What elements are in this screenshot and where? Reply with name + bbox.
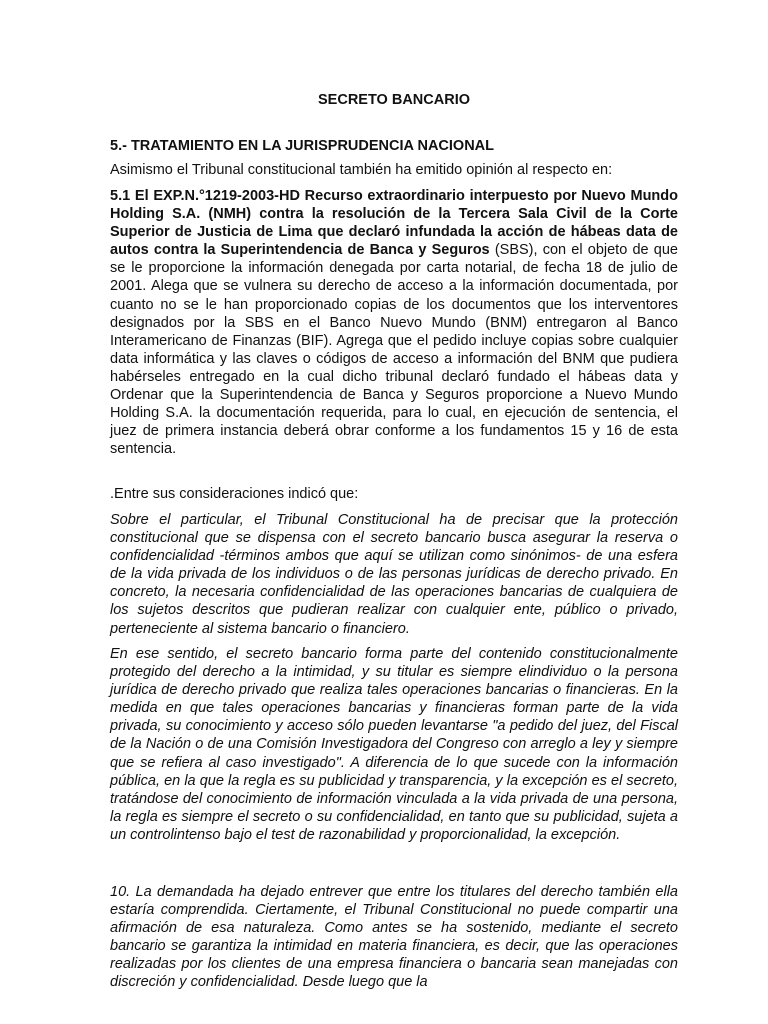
case-title: 5.1 El EXP.N.°1219-2003-HD Recurso extraordinario interpuesto por Nuevo Mundo Holding S.A. (NMH) contra la resolución de la Tercera Sala Civil de la Corte Superior de Justicia de Lima que declaró infundada la acción de hábeas data de autos contra la Superintendencia de Banca y Seguros	[110, 188, 678, 259]
quote-paragraph: 10. La demandada ha dejado entrever que entre los titulares del derecho también ella estaría comprendida. Ciertamente, el Tribunal Constitucional no puede compartir una afirmación de esa naturaleza. Como antes se ha sostenido, mediante el secreto bancario se garantiza la intimidad en materia financiera, es decir, que las operaciones realizadas por los clientes de una empresa financiera o bancaria sean manejadas con discreción y confidencialidad. Desde luego que la	[110, 884, 678, 991]
document-title: SECRETO BANCARIO	[318, 92, 470, 108]
case-paragraph	[110, 187, 678, 458]
quote-paragraph: Sobre el particular, el Tribunal Constitucional ha de precisar que la protección constitucional que se dispensa con el secreto bancario busca asegurar la reserva o confidencialidad -términos ambos que aquí se utilizan como sinónimos- de una esfera de la vida privada de los individuos o de las personas jurídicas de derecho privado. En concreto, la necesaria confidencialidad de las operaciones bancarias de cualquiera de los sujetos descritos que pudieran realizar con cualquier ente, público o privado, perteneciente al sistema bancario o financiero.	[110, 512, 678, 637]
quote-paragraph: En ese sentido, el secreto bancario forma parte del contenido constitucionalmente protegido del derecho a la intimidad, y su titular es siempre elindividuo o la persona jurídica de derecho privado que realiza tales operaciones bancarias o financieras. En la medida en que tales operaciones bancarias y financieras forman parte de la vida privada, su conocimiento y acceso sólo pueden levantarse "a pedido del juez, del Fiscal de la Nación o de una Comisión Investigadora del Congreso con arreglo a ley y siempre que se refiera al caso investigado". A diferencia de lo que sucede con la información pública, en la que la regla es su publicidad y transparencia, y la excepción es el secreto, tratándose del conocimiento de información vinculada a la vida privada de una persona, la regla es siempre el secreto o su confidencialidad, en tanto que su publicidad, sujeta a un controlintenso bajo el test de razonabilidad y proporcionalidad, la excepción.	[110, 646, 678, 843]
case-body: (SBS), con el objeto de que se le proporcione la información denegada por carta notarial, de fecha 18 de julio de 2001. Alega que se vulnera su derecho de acceso a la información documentada, por cuanto no se le han proporcionado copias de los documentos que los interventores designados por la SBS en el Banco Nuevo Mundo (BNM) entregaron al Banco Interamericano de Finanzas (BIF). Agrega que el pedido incluye copias sobre cualquier data informática y las claves o códigos de acceso a información del BNM que pudiera habérseles entregado en la cual dicho tribunal declaró fundado el hábeas data y Ordenar que la Superintendencia de Banca y Seguros proporcione a Nuevo Mundo Holding S.A. la documentación requerida, para lo cual, en ejecución de sentencia, el juez de primera instancia deberá obrar conforme a los fundamentos 15 y 16 de esta sentencia.	[110, 242, 678, 458]
section-heading: 5.- TRATAMIENTO EN LA JURISPRUDENCIA NACIONAL	[110, 138, 494, 154]
considerations-label: .Entre sus consideraciones indicó que:	[110, 486, 359, 502]
intro-paragraph: Asimismo el Tribunal constitucional también ha emitido opinión al respecto en:	[110, 162, 613, 178]
